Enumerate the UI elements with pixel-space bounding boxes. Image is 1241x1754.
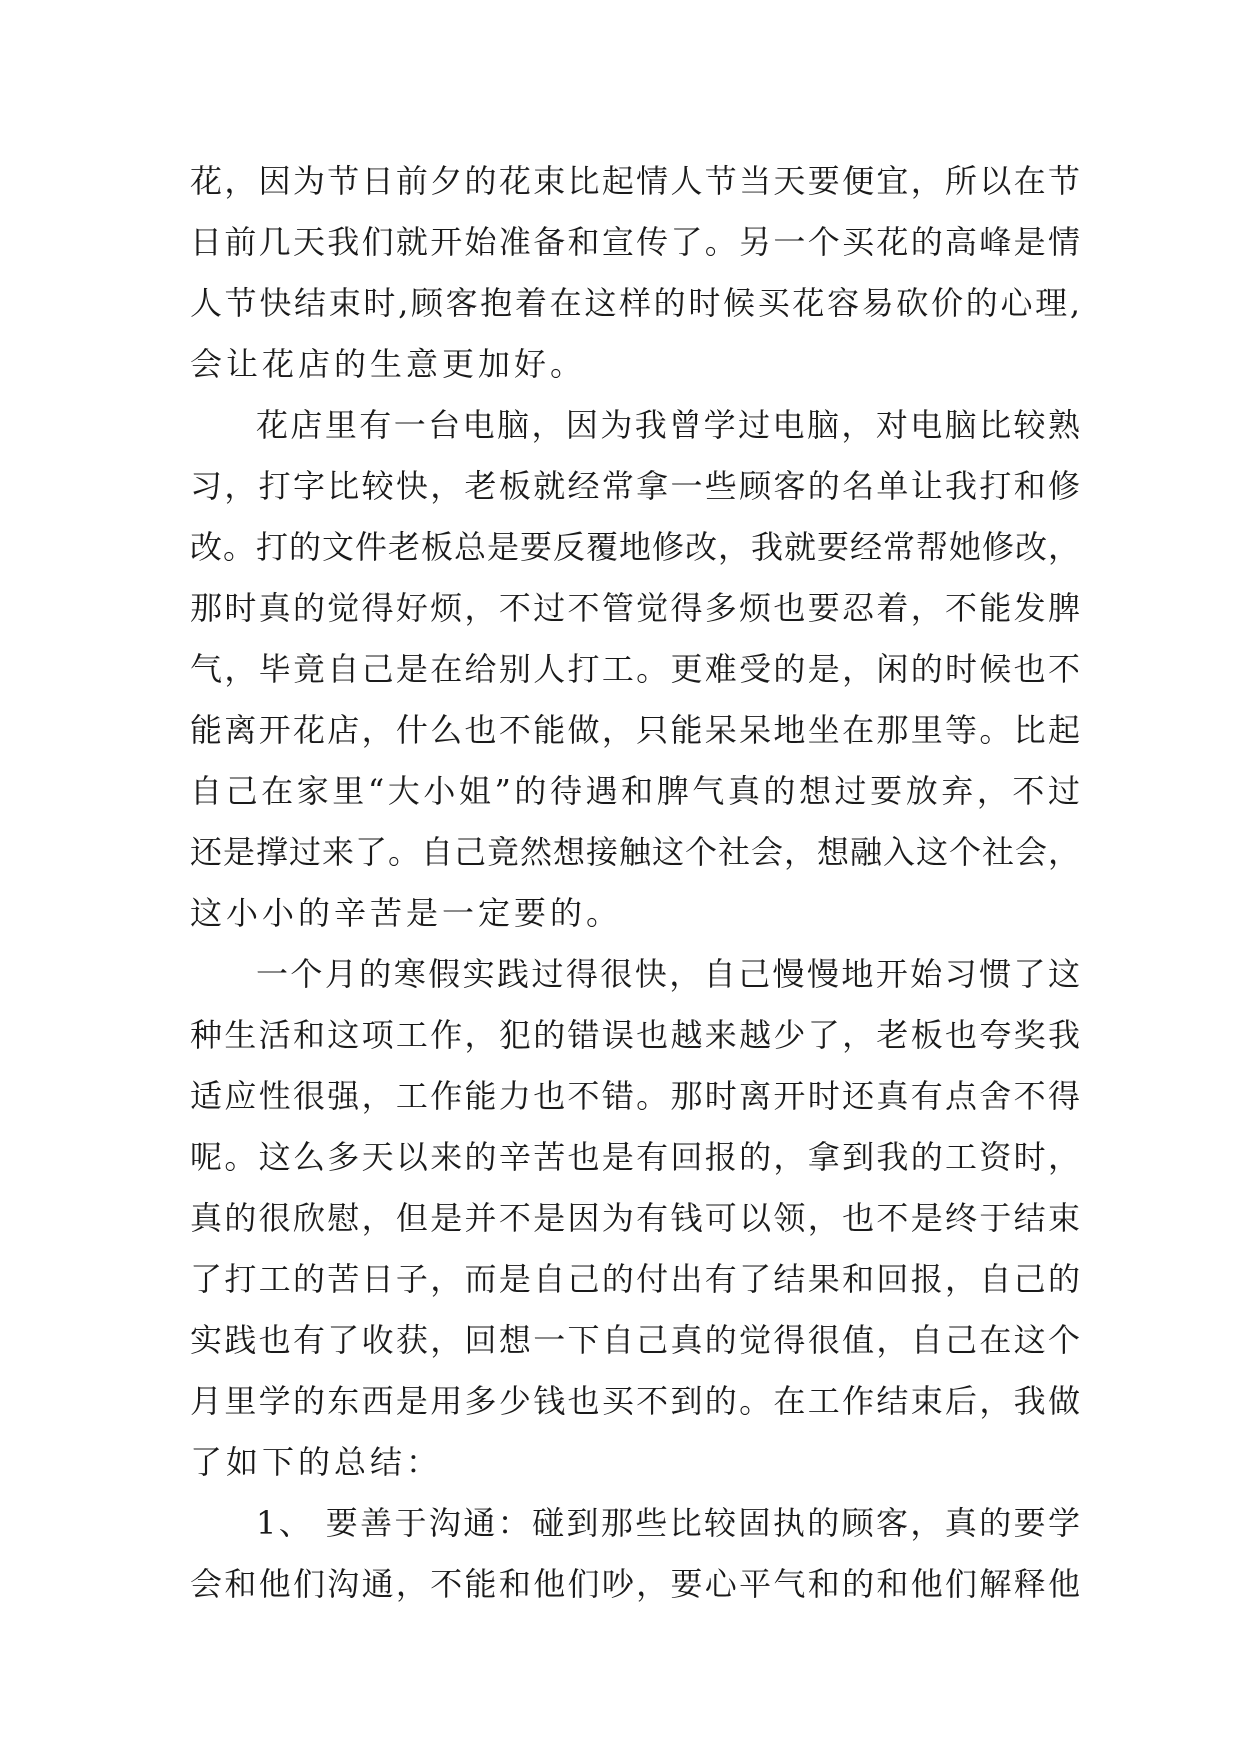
text-line: 自己在家里“大小姐”的待遇和脾气真的想过要放弃，不过 <box>190 772 1080 810</box>
text-line: 会让花店的生意更加好。 <box>190 345 587 383</box>
text-line: 气，毕竟自己是在给别人打工。更难受的是，闲的时候也不 <box>190 650 1080 688</box>
text-line: 了如下的总结： <box>190 1443 443 1481</box>
list-item-first-line: 1、 要善于沟通：碰到那些比较固执的顾客，真的要学 <box>256 1504 1080 1542</box>
text-line: 适应性很强，工作能力也不错。那时离开时还真有点舍不得 <box>190 1077 1080 1115</box>
text-line: 种生活和这项工作，犯的错误也越来越少了，老板也夸奖我 <box>190 1016 1080 1054</box>
paragraph-first-line: 花店里有一台电脑，因为我曾学过电脑，对电脑比较熟 <box>256 406 1080 444</box>
text-line: 能离开花店，什么也不能做，只能呆呆地坐在那里等。比起 <box>190 711 1080 749</box>
body-text <box>190 162 1080 1626</box>
text-line: 了打工的苦日子，而是自己的付出有了结果和回报，自己的 <box>190 1260 1080 1298</box>
text-line: 习，打字比较快，老板就经常拿一些顾客的名单让我打和修 <box>190 467 1080 505</box>
paragraph-first-line: 一个月的寒假实践过得很快，自己慢慢地开始习惯了这 <box>256 955 1080 993</box>
text-line: 改。打的文件老板总是要反覆地修改，我就要经常帮她修改， <box>190 528 1080 566</box>
text-line: 月里学的东西是用多少钱也买不到的。在工作结束后，我做 <box>190 1382 1080 1420</box>
text-line: 花，因为节日前夕的花束比起情人节当天要便宜，所以在节 <box>190 162 1080 200</box>
text-line: 真的很欣慰，但是并不是因为有钱可以领，也不是终于结束 <box>190 1199 1080 1237</box>
text-line: 那时真的觉得好烦，不过不管觉得多烦也要忍着，不能发脾 <box>190 589 1080 627</box>
text-line: 日前几天我们就开始准备和宣传了。另一个买花的高峰是情 <box>190 223 1080 261</box>
text-line: 这小小的辛苦是一定要的。 <box>190 894 623 932</box>
text-line: 人节快结束时,顾客抱着在这样的时候买花容易砍价的心理, <box>190 284 1080 322</box>
text-line: 会和他们沟通，不能和他们吵，要心平气和的和他们解释他 <box>190 1565 1080 1603</box>
text-line: 呢。这么多天以来的辛苦也是有回报的，拿到我的工资时， <box>190 1138 1080 1176</box>
text-line: 还是撑过来了。自己竟然想接触这个社会，想融入这个社会， <box>190 833 1080 871</box>
text-line: 实践也有了收获，回想一下自己真的觉得很值，自己在这个 <box>190 1321 1080 1359</box>
